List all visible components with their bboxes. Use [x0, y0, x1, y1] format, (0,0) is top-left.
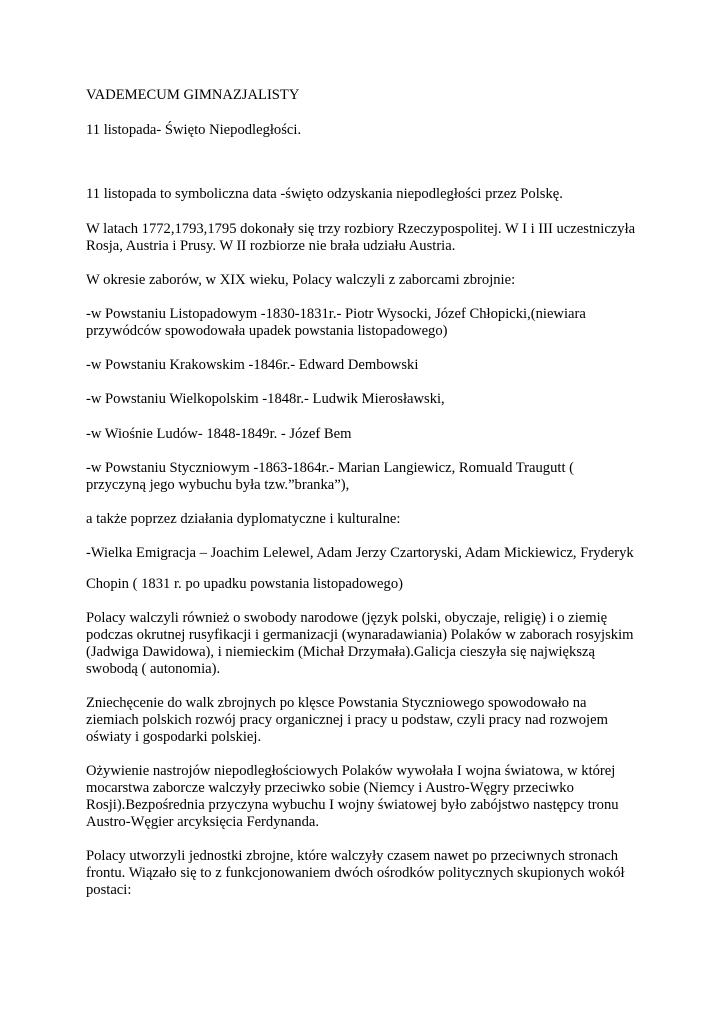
text-line: -w Powstaniu Listopadowym -1830-1831r.- Piotr Wysocki, Józef Chłopicki,(niewiara [86, 306, 586, 322]
text-line: oświaty i gospodarki polskiej. [86, 729, 262, 745]
text-line: Polacy walczyli również o swobody narodowe (język polski, obyczaje, religię) i o ziemię [86, 610, 608, 626]
text-line: 11 listopada to symboliczna data -święto odzyskania niepodległości przez Polskę. [86, 186, 563, 202]
text-line: frontu. Wiązało się to z funkcjonowaniem dwóch ośrodków politycznych skupionych wokół [86, 865, 625, 881]
text-line: -w Wiośnie Ludów- 1848-1849r. - Józef Bem [86, 426, 352, 442]
text-line: przywódców spowodowała upadek powstania listopadowego) [86, 323, 448, 339]
text-line: -w Powstaniu Krakowskim -1846r.- Edward Dembowski [86, 357, 419, 373]
text-line: (Jadwiga Dawidowa), i niemieckim (Michał Drzymała).Galicja cieszyła się największą [86, 644, 595, 660]
text-line: -Wielka Emigracja – Joachim Lelewel, Adam Jerzy Czartoryski, Adam Mickiewicz, Fryderyk [86, 545, 634, 561]
document-subtitle: 11 listopada- Święto Niepodległości. [86, 122, 302, 138]
text-line: Polacy utworzyli jednostki zbrojne, które walczyły czasem nawet po przeciwnych stronach [86, 848, 619, 864]
text-line: -w Powstaniu Wielkopolskim -1848r.- Ludwik Mierosławski, [86, 391, 445, 407]
text-line: -w Powstaniu Styczniowym -1863-1864r.- Marian Langiewicz, Romuald Traugutt ( [86, 460, 575, 476]
text-line: Rosji).Bezpośrednia przyczyna wybuchu I wojny światowej było zabójstwo następcy tronu [86, 797, 619, 813]
text-line: Ożywienie nastrojów niepodległościowych Polaków wywołała I wojna światowa, w której [86, 763, 616, 779]
text-line: postaci: [86, 882, 132, 898]
text-line: ziemiach polskich rozwój pracy organicznej i pracy u podstaw, czyli pracy nad rozwojem [86, 712, 608, 728]
document-title: VADEMECUM GIMNAZJALISTY [86, 87, 300, 103]
text-line: podczas okrutnej rusyfikacji i germanizacji (wynaradawiania) Polaków w zaborach rosyjskim [86, 627, 634, 643]
text-line: Rosja, Austria i Prusy. W II rozbiorze nie brała udziału Austria. [86, 238, 456, 254]
text-line: Zniechęcenie do walk zbrojnych po klęsce Powstania Styczniowego spowodowało na [86, 695, 587, 711]
text-line: swobodą ( autonomia). [86, 661, 221, 677]
text-line: Austro-Węgier arcyksięcia Ferdynanda. [86, 814, 319, 830]
text-line: mocarstwa zaborcze walczyły przeciwko sobie (Niemcy i Austro-Węgry przeciwko [86, 780, 574, 796]
text-line: przyczyną jego wybuchu była tzw.”branka”), [86, 477, 350, 493]
text-line: W latach 1772,1793,1795 dokonały się trzy rozbiory Rzeczypospolitej. W I i III uczestniczyła [86, 221, 636, 237]
text-line: Chopin ( 1831 r. po upadku powstania listopadowego) [86, 576, 403, 592]
text-line: W okresie zaborów, w XIX wieku, Polacy walczyli z zaborcami zbrojnie: [86, 272, 516, 288]
text-line: a także poprzez działania dyplomatyczne i kulturalne: [86, 511, 401, 527]
